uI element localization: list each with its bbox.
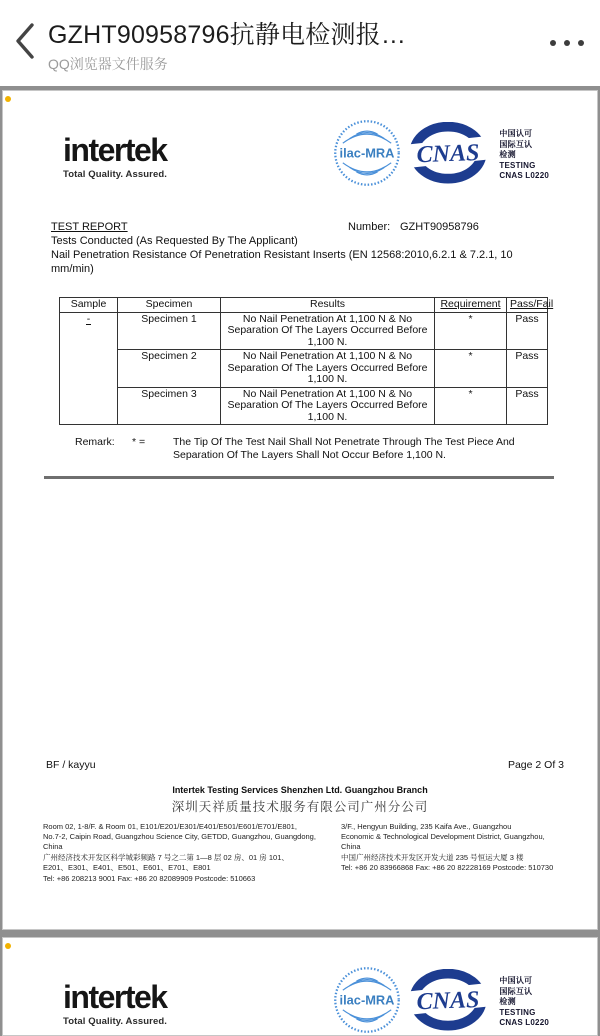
accreditation-text: 中国认可 国际互认 检测 TESTING CNAS L0220 — [499, 129, 549, 181]
col-results: Results — [221, 298, 435, 313]
address-block — [43, 822, 567, 884]
page-indicator: Page 2 Of 3 — [507, 758, 564, 771]
intertek-tagline: Total Quality. Assured. — [63, 1016, 168, 1027]
intertek-tagline: Total Quality. Assured. — [63, 169, 168, 180]
col-passfail: Pass/Fail — [507, 298, 548, 313]
company-name-en: Intertek Testing Services Shenzhen Ltd. Guangzhou Branch — [172, 784, 428, 795]
pdf-viewer[interactable] — [0, 86, 600, 1036]
ellipsis-icon — [550, 40, 556, 46]
table-row — [60, 387, 548, 425]
number-label: Number: — [348, 221, 391, 233]
pdf-page-2 — [2, 90, 598, 930]
app-bar — [0, 0, 600, 86]
requirement-cell: * — [435, 312, 507, 350]
col-specimen: Specimen — [118, 298, 221, 313]
table-row — [60, 350, 548, 388]
table-header-row — [60, 298, 548, 313]
document-subtitle: QQ浏览器文件服务 — [48, 55, 168, 72]
result-cell: No Nail Penetration At 1,100 N & No Separation Of The Layers Occurred Before 1,100 N. — [221, 350, 435, 388]
back-button[interactable] — [2, 13, 48, 73]
requirement-cell: * — [435, 350, 507, 388]
passfail-cell: Pass — [507, 312, 548, 350]
company-name-cn: 深圳天祥质量技术服务有限公司广州分公司 — [171, 799, 429, 814]
result-cell: No Nail Penetration At 1,100 N & No Separation Of The Layers Occurred Before 1,100 N. — [221, 387, 435, 425]
letterhead — [3, 91, 597, 192]
result-cell: No Nail Penetration At 1,100 N & No Separation Of The Layers Occurred Before 1,100 N. — [221, 312, 435, 350]
intertek-logo — [63, 980, 167, 1027]
intertek-wordmark: intertek — [63, 132, 167, 168]
svg-text:ilac-MRA: ilac-MRA — [339, 992, 395, 1008]
ellipsis-icon — [564, 40, 570, 46]
passfail-cell: Pass — [507, 387, 548, 425]
intertek-logo — [63, 133, 167, 180]
svg-text:ilac-MRA: ilac-MRA — [339, 145, 395, 161]
intertek-yellow-dot-icon — [5, 96, 11, 102]
cnas-icon — [409, 969, 487, 1036]
remark-symbol: * = — [132, 436, 146, 448]
test-method-line: Nail Penetration Resistance Of Penetration Resistant Inserts (EN 12568:2010,6.2.1 & 7.2.1, 10 mm/min) — [51, 249, 513, 275]
remark-label: Remark: — [75, 436, 115, 448]
accreditation-text: 中国认可 国际互认 检测 TESTING CNAS L0220 — [499, 976, 549, 1028]
intertek-yellow-dot-icon — [5, 943, 11, 949]
svg-text:CNAS: CNAS — [416, 140, 481, 169]
page-separator — [2, 930, 598, 937]
ilac-mra-icon — [333, 966, 401, 1036]
cnas-icon — [409, 122, 487, 189]
section-divider — [44, 476, 554, 479]
intertek-wordmark: intertek — [63, 979, 167, 1015]
report-header — [51, 220, 549, 276]
pdf-page-3 — [2, 937, 598, 1036]
address-guangzhou-science-city: Room 02, 1-8/F. & Room 01, E101/E201/E301/E401/E501/E601/E701/E801, No.7-2, Caipin Road, Guangzhou Science City, GETDD, Guangzhou, Guangdong, China 广州经济技术开发区科学城彩频路 7 号之二第 1—8 层 02 房、01 房 101、 E201、E301、E401、E501、E601、E701、E801 Tel: +86 208213 9001 Fax: +86 20 82089909 Postcode: 510663 — [43, 821, 316, 883]
passfail-cell: Pass — [507, 350, 548, 388]
remark-text: The Tip Of The Test Nail Shall Not Penetrate Through The Test Piece And Separation Of The Layers Shall Not Occur Before 1,100 N. — [173, 436, 515, 461]
footer-reference: BF / kayyu — [46, 758, 96, 771]
report-number: GZHT90958796 — [400, 221, 479, 233]
report-title: TEST REPORT — [51, 221, 128, 233]
specimen-cell: Specimen 3 — [118, 387, 221, 425]
requirement-cell: * — [435, 387, 507, 425]
ilac-mra-icon — [333, 119, 401, 192]
page-footer — [3, 759, 597, 929]
col-requirement: Requirement — [435, 298, 507, 313]
table-row — [60, 312, 548, 350]
letterhead — [3, 938, 597, 1036]
address-hengyun-building: 3/F., Hengyun Building, 235 Kaifa Ave., Guangzhou Economic & Technological Development District, Guangzhou, China 中国广州经济技术开发区开发大道 235 号恒运大厦 3 楼 Tel: +86 20 83966868 Fax: +86 20 82228169 Postcode: 510730 — [341, 821, 554, 873]
document-title: GZHT90958796抗静电检测报… — [48, 20, 407, 49]
accreditation-badges — [333, 966, 549, 1036]
remark-block — [75, 436, 549, 462]
results-table — [59, 297, 554, 425]
more-menu-button[interactable] — [538, 13, 596, 73]
chevron-left-icon — [12, 21, 38, 66]
sample-cell: - — [60, 312, 118, 425]
specimen-cell: Specimen 1 — [118, 312, 221, 350]
accreditation-badges — [333, 119, 549, 192]
ellipsis-icon — [578, 40, 584, 46]
col-sample: Sample — [60, 298, 118, 313]
title-block — [48, 13, 538, 74]
svg-text:CNAS: CNAS — [416, 987, 481, 1016]
tests-conducted-line: Tests Conducted (As Requested By The Applicant) — [51, 235, 298, 247]
specimen-cell: Specimen 2 — [118, 350, 221, 388]
